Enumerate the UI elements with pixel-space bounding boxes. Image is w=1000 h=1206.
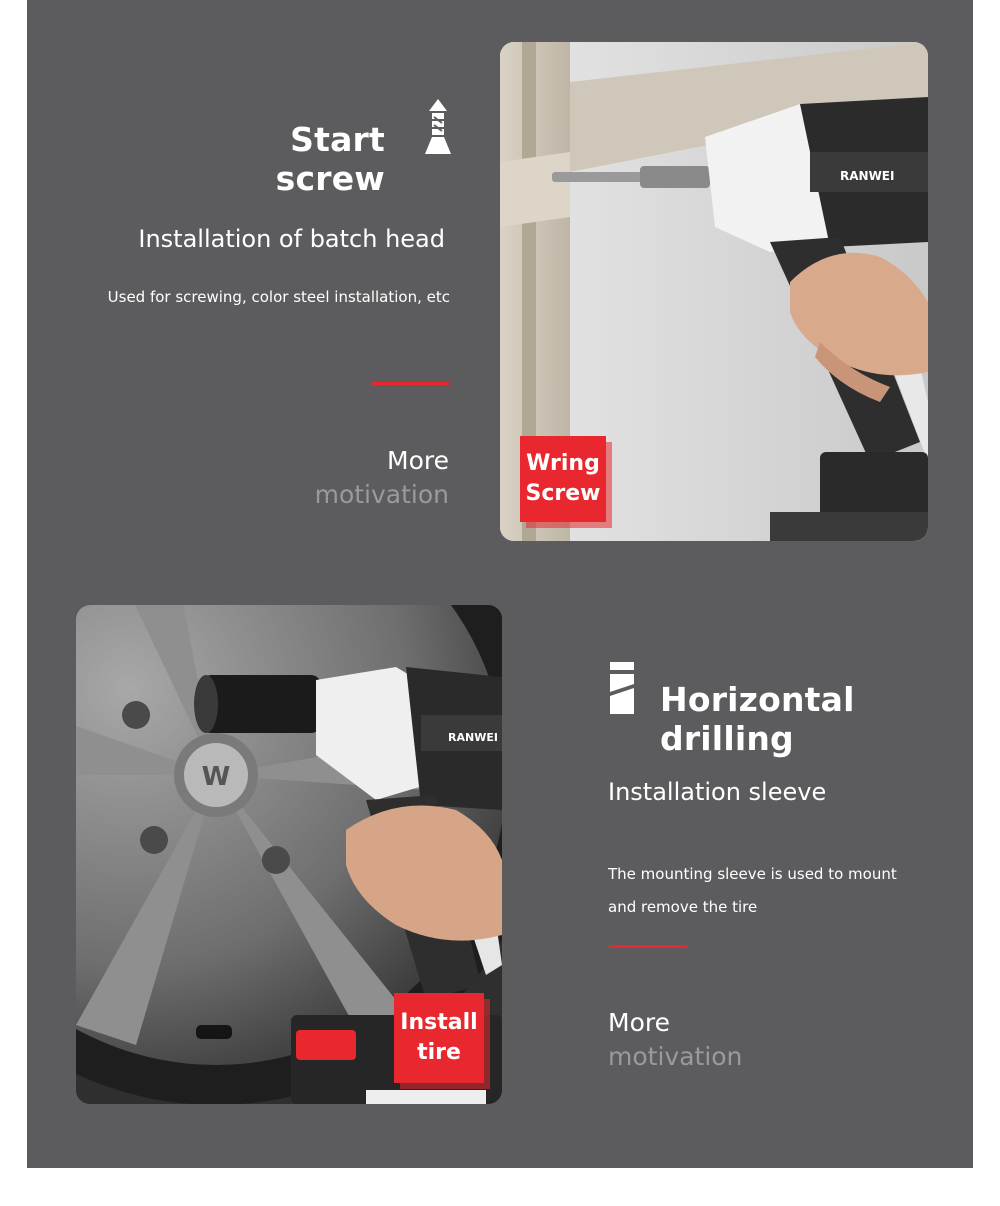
brand-label: RANWEI xyxy=(448,731,498,744)
motivation-label: motivation xyxy=(314,480,449,509)
screw-bit-icon xyxy=(423,99,453,154)
install-tire-tag xyxy=(394,993,484,1083)
batch-head-subtitle: Installation of batch head xyxy=(138,225,445,253)
wring-screw-photo xyxy=(500,42,928,541)
install-tire-photo xyxy=(76,605,502,1104)
drill-bit-icon xyxy=(610,662,634,714)
tag-line: Wring xyxy=(526,451,600,476)
horizontal-drilling-title: Horizontal drilling xyxy=(660,680,855,758)
motivation-label: motivation xyxy=(608,1042,743,1071)
accent-divider xyxy=(609,945,687,948)
sleeve-description xyxy=(608,858,948,924)
accent-divider xyxy=(371,382,449,385)
wring-screw-tag xyxy=(520,436,606,522)
installation-sleeve-subtitle: Installation sleeve xyxy=(608,778,827,806)
tag-line: tire xyxy=(417,1040,461,1065)
brand-label: RANWEI xyxy=(840,169,895,183)
more-label: More xyxy=(608,1008,670,1037)
tag-line: Screw xyxy=(525,481,601,506)
more-label: More xyxy=(387,446,449,475)
sleeve-description-line: The mounting sleeve is used to mount xyxy=(608,865,897,883)
sleeve-description-line: and remove the tire xyxy=(608,898,758,916)
svg-text:W: W xyxy=(201,762,231,792)
tag-line: Install xyxy=(400,1010,478,1035)
start-screw-title: Start screw xyxy=(275,120,385,198)
screwing-description: Used for screwing, color steel installation, etc xyxy=(107,288,450,306)
